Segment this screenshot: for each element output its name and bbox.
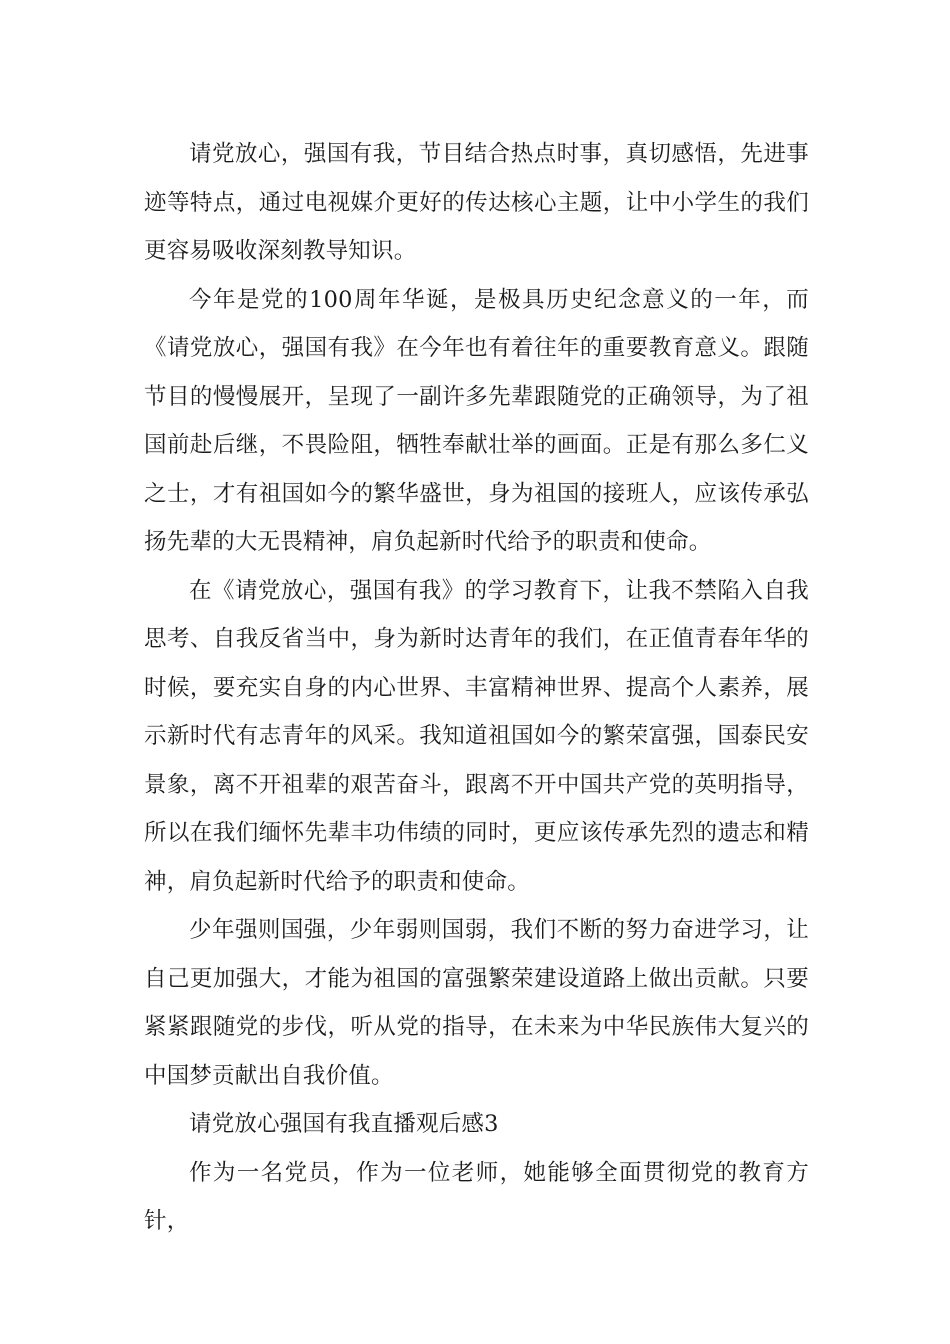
- document-body: [144, 130, 809, 1246]
- paragraph-2: 今年是党的100周年华诞，是极具历史纪念意义的一年，而《请党放心，强国有我》在今年也有着往年的重要教育意义。跟随节目的慢慢展开，呈现了一副许多先辈跟随党的正确领导，为了祖国前赴后继，不畏险阻，牺牲奉献壮举的画面。正是有那么多仁义之士，才有祖国如今的繁华盛世，身为祖国的接班人，应该传承弘扬先辈的大无畏精神，肩负起新时代给予的职责和使命。: [144, 286, 809, 555]
- paragraph-3: 在《请党放心，强国有我》的学习教育下，让我不禁陷入自我思考、自我反省当中，身为新时达青年的我们，在正值青春年华的时候，要充实自身的内心世界、丰富精神世界、提高个人素养，展示新时代有志青年的风采。我知道祖国如今的繁荣富强，国泰民安景象，离不开祖辈的艰苦奋斗，跟离不开中国共产党的英明指导，所以在我们缅怀先辈丰功伟绩的同时，更应该传承先烈的遗志和精神，肩负起新时代给予的职责和使命。: [144, 577, 809, 895]
- paragraph-4: 少年强则国强，少年弱则国弱，我们不断的努力奋进学习，让自己更加强大，才能为祖国的富强繁荣建设道路上做出贡献。只要紧紧跟随党的步伐，听从党的指导，在未来为中华民族伟大复兴的中国梦贡献出自我价值。: [144, 917, 809, 1089]
- section-heading: 请党放心强国有我直播观后感3: [189, 1111, 499, 1137]
- paragraph-5: 作为一名党员，作为一位老师，她能够全面贯彻党的教育方针，: [144, 1159, 809, 1234]
- paragraph-1: 请党放心，强国有我，节目结合热点时事，真切感悟，先进事迹等特点，通过电视媒介更好的传达核心主题，让中小学生的我们更容易吸收深刻教导知识。: [144, 141, 809, 264]
